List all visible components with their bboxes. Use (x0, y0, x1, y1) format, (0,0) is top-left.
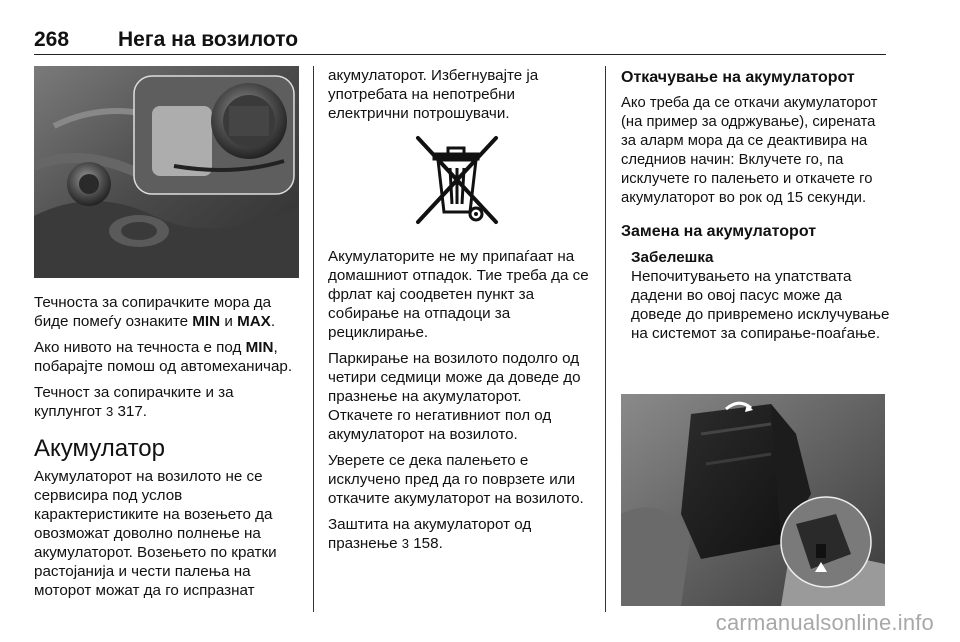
brake-fluid-reservoir-photo (34, 66, 299, 278)
paragraph-disconnect-procedure: Ако треба да се откачи акумулаторот (на пример за одржување), сирената за аларм мора да се деактивира на следниов начин: Вклучете го, па исклучете го палењето и откачете го акумулаторот во рок од 15 секунди. (621, 95, 878, 206)
note-text: Непочитувањето на упатствата дадени во овој пасус може да доведе до привремено исклучување на системот за сопирање-поаѓање. (631, 268, 890, 342)
header-rule (34, 54, 886, 55)
paragraph-ignition-off: Уверете се дека палењето е исклучено пред да го поврзете или откачите акумулаторот на возилото. (328, 452, 584, 507)
paragraph-parking: Паркирање на возилото подолго од четири седмици може да доведе до празнење на акумулаторот. (328, 350, 581, 405)
section-heading-disconnect: Откачување на акумулаторот (621, 69, 855, 86)
text: Течноста за сопирачките мора да биде помеѓу ознаките (34, 294, 272, 330)
page-reference-arrow-icon: 3 (401, 536, 409, 551)
running-title: Нега на возилото (118, 28, 299, 51)
page-number: 268 (34, 28, 70, 51)
min-mark: MIN (192, 313, 221, 330)
column-2-text-continued (328, 247, 592, 560)
paragraph-fluid-level (34, 293, 302, 331)
text: Течност за сопирачките и за куплунгот (34, 384, 234, 420)
paragraph-fluid-reference (34, 383, 302, 421)
text: Заштита на акумулаторот од празнење (328, 516, 532, 552)
crossed-bin-icon (408, 132, 506, 228)
note-block (621, 248, 891, 343)
section-heading-battery: Акумулатор (34, 435, 165, 462)
paragraph-disconnect-negative: Откачете го негативниот пол од акумулаторот на возилото. (328, 407, 552, 443)
page-reference-arrow-icon: 3 (105, 404, 114, 419)
watermark: carmanualsonline.info (715, 610, 934, 635)
column-2-text (328, 66, 592, 130)
paragraph-avoid-consumers: акумулаторот. Избегнувајте ја употребата на непотребни електрични потрошувачи. (328, 67, 539, 122)
text: Ако нивото на течноста е под (34, 339, 246, 356)
text: . (270, 313, 276, 330)
max-mark: MAX (237, 313, 271, 330)
text: . (142, 403, 148, 420)
text: , побарајте помош од автомеханичар. (34, 339, 293, 375)
page-reference[interactable]: 317 (117, 403, 143, 420)
min-mark: MIN (245, 339, 274, 356)
section-heading-replacement: Замена на акумулаторот (621, 223, 817, 240)
page-reference[interactable]: 158 (413, 535, 439, 552)
battery-cover-photo (621, 394, 885, 606)
paragraph-battery-intro: Акумулаторот на возилото не се сервисира под услов карактеристиките на возењето да овозможат доволно полнење на акумулаторот. Возењето по кратки растојанија и чести палења на моторот можат да го испразнат (34, 468, 277, 599)
text: . (438, 535, 443, 552)
column-divider-2 (605, 66, 606, 612)
column-1-text (34, 293, 302, 607)
paragraph-low-level (34, 338, 302, 376)
text: и (220, 313, 238, 330)
column-3-text (621, 66, 891, 350)
paragraph-discharge-protection (328, 515, 592, 553)
column-divider-1 (313, 66, 314, 612)
note-title: Забелешка (631, 249, 714, 266)
paragraph-recycling: Акумулаторите не му припаѓаат на домашниот отпадок. Тие треба да се фрлат кај соодветен пункт за собирање на отпадоци за рециклирање. (328, 248, 589, 341)
page-header (34, 28, 886, 54)
